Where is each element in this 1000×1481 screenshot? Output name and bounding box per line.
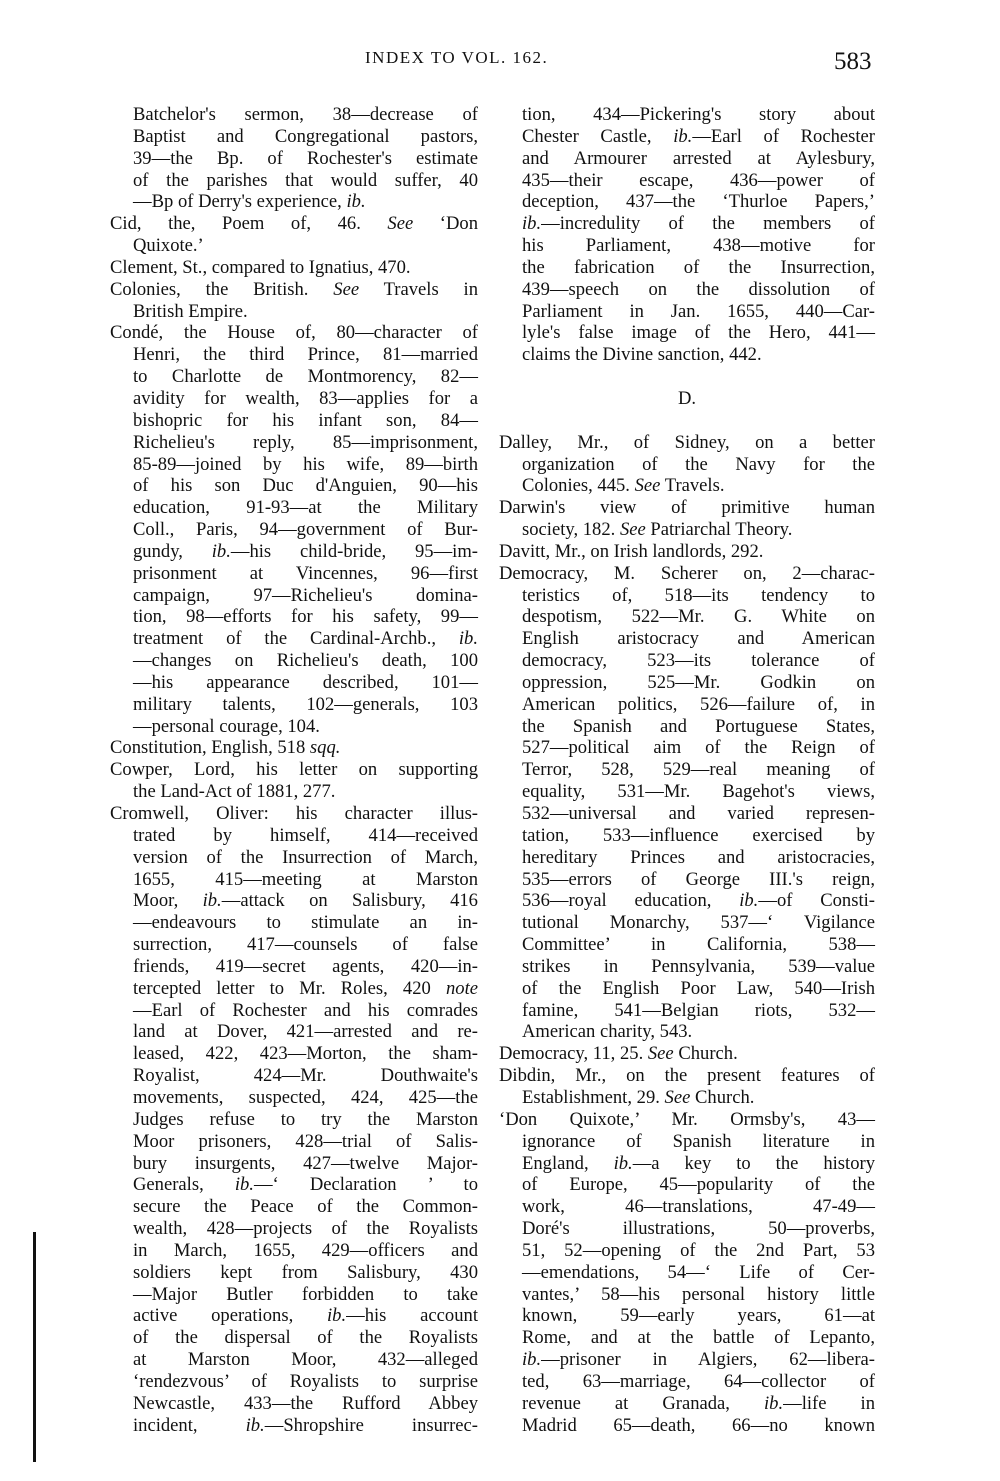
index-line: ‘Don Quixote,’ Mr. Ormsby's, 43— [499,1108,875,1130]
index-line: secure the Peace of the Common- [133,1196,478,1218]
index-line: Richelieu's reply, 85—imprisonment, [133,431,478,453]
index-line: Moor prisoners, 428—trial of Salis- [133,1130,478,1152]
index-line: of the English Poor Law, 540—Irish [522,977,875,999]
index-line: Parliament in Jan. 1655, 440—Car- [522,300,875,322]
index-line: leased, 422, 423—Morton, the sham- [133,1043,478,1065]
index-line: strikes in Pennsylvania, 539—value [522,955,875,977]
index-line: 435—their escape, 436—power of [522,169,875,191]
index-line: Davitt, Mr., on Irish landlords, 292. [499,540,764,562]
index-line: tercepted letter to Mr. Roles, 420 note [133,977,478,999]
index-line: oppression, 525—Mr. Godkin on [522,671,875,693]
index-line: democracy, 523—its tolerance of [522,650,875,672]
index-line: known, 59—early years, 61—at [522,1305,875,1327]
index-line: Henri, the third Prince, 81—married [133,344,478,366]
index-line: 439—speech on the dissolution of [522,278,875,300]
index-line: Clement, St., compared to Ignatius, 470. [110,256,411,278]
index-entry [110,803,478,1436]
index-entry [110,279,478,323]
index-line: Establishment, 29. See Church. [522,1086,755,1108]
index-entry [110,737,478,759]
index-line: American charity, 543. [522,1021,693,1043]
index-line: Doré's illustrations, 50—proverbs, [522,1218,875,1240]
index-line: wealth, 428—projects of the Royalists [133,1218,478,1240]
index-line: treatment of the Cardinal-Archb., ib. [133,628,478,650]
index-line: despotism, 522—Mr. G. White on [522,606,875,628]
index-entry [110,322,478,737]
index-line: Democracy, M. Scherer on, 2—charac- [499,562,875,584]
index-line: Rome, and at the battle of Lepanto, [522,1327,875,1349]
index-line: —Bp of Derry's experience, ib. [133,191,366,213]
index-line: active operations, ib.—his account [133,1305,478,1327]
index-line: Judges refuse to try the Marston [133,1108,478,1130]
index-line: Terror, 528, 529—real meaning of [522,759,875,781]
index-line: 39—the Bp. of Rochester's estimate [133,147,478,169]
index-line: soldiers kept from Salisbury, 430 [133,1261,478,1283]
index-line: friends, 419—secret agents, 420—in- [133,955,478,977]
index-line: ‘rendezvous’ of Royalists to surprise [133,1370,478,1392]
blank-line [499,366,875,388]
index-line: avidity for wealth, 83—applies for a [133,387,478,409]
index-line: vantes,’ 58—his personal history little [522,1283,875,1305]
index-line: his Parliament, 438—motive for [522,235,875,257]
index-line: British Empire. [133,300,248,322]
index-line: of Europe, 45—popularity of the [522,1174,875,1196]
index-line: Cid, the, Poem of, 46. See ‘Don [110,213,478,235]
index-line: tutional Monarchy, 537—‘ Vigilance [522,912,875,934]
index-entry [499,563,875,1044]
index-line: Colonies, 445. See Travels. [522,475,725,497]
index-line: —endeavours to stimulate an in- [133,912,478,934]
index-line: trated by himself, 414—received [133,824,478,846]
margin-rule [33,1232,36,1462]
index-line: Cromwell, Oliver: his character illus- [110,803,478,824]
index-line: military talents, 102—generals, 103 [133,693,478,715]
index-entry [110,213,478,257]
index-column-left [110,104,478,1436]
index-entry [110,759,478,803]
index-line: Dibdin, Mr., on the present features of [499,1065,875,1087]
index-line: the Land-Act of 1881, 277. [133,781,336,803]
index-line: 532—universal and varied represen- [522,803,875,824]
index-line: teristics of, 518—its tendency to [522,584,875,606]
running-head: INDEX TO VOL. 162. [365,48,549,67]
index-line: ib.—incredulity of the members of [522,213,875,235]
index-line: Royalist, 424—Mr. Douthwaite's [133,1065,478,1087]
index-line: bury insurgents, 427—twelve Major- [133,1152,478,1174]
index-line: revenue at Granada, ib.—life in [522,1392,875,1414]
index-line: claims the Divine sanction, 442. [522,344,762,366]
index-line: of the dispersal of the Royalists [133,1327,478,1349]
index-line: 1655, 415—meeting at Marston [133,868,478,890]
index-line: Generals, ib.—‘ Declaration ’ to [133,1174,479,1196]
index-line: Chester Castle, ib.—Earl of Rochester [522,125,876,147]
index-line: movements, suspected, 424, 425—the [133,1086,478,1108]
index-line: Darwin's view of primitive human [499,497,875,519]
index-entry [499,104,875,366]
index-line: of his son Duc d'Anguien, 90—his [133,475,478,497]
index-line: 85-89—joined by his wife, 89—birth [133,453,478,475]
index-line: Madrid 65—death, 66—no known [522,1414,875,1436]
page-number: 583 [834,48,872,75]
index-line: tion, 434—Pickering's story about [522,104,875,125]
index-line: Quixote.’ [133,235,204,257]
index-line: famine, 541—Belgian riots, 532— [522,999,875,1021]
index-line: England, ib.—a key to the history [522,1152,875,1174]
index-line: in March, 1655, 429—officers and [133,1239,478,1261]
index-line: Coll., Paris, 94—government of Bur- [133,519,478,541]
index-line: bishopric for his infant son, 84— [133,409,478,431]
index-line: surrection, 417—counsels of false [133,934,478,956]
index-line: hereditary Princes and aristocracies, [522,846,875,868]
index-line: equality, 531—Mr. Bagehot's views, [522,781,875,803]
index-line: prisonment at Vincennes, 96—first [133,562,478,584]
index-line: —personal courage, 104. [133,715,320,737]
index-line: and Armourer arrested at Aylesbury, [522,147,875,169]
index-line: Batchelor's sermon, 38—decrease of [133,104,478,125]
index-line: 535—errors of George III.'s reign, [522,868,875,890]
index-entry [499,497,875,541]
index-line: Colonies, the British. See Travels in [110,278,478,300]
blank-line [499,410,875,432]
index-entry [499,541,875,563]
index-line: version of the Insurrection of March, [133,846,478,868]
index-line: the Spanish and Portuguese States, [522,715,875,737]
index-line: deception, 437—the ‘Thurloe Papers,’ [522,191,875,213]
index-line: ignorance of Spanish literature in [522,1130,875,1152]
index-line: —Major Butler forbidden to take [133,1283,478,1305]
index-entry [110,104,478,213]
index-line: 536—royal education, ib.—of Consti- [522,890,875,912]
index-line: society, 182. See Patriarchal Theory. [522,519,793,541]
index-line: Dalley, Mr., of Sidney, on a better [499,431,875,453]
index-line: —changes on Richelieu's death, 100 [133,650,478,672]
index-line: American politics, 526—failure of, in [522,693,875,715]
index-line: 51, 52—opening of the 2nd Part, 53 [522,1239,875,1261]
index-line: the fabrication of the Insurrection, [522,256,875,278]
index-line: organization of the Navy for the [522,453,875,475]
index-line: Newcastle, 433—the Rufford Abbey [133,1392,478,1414]
index-line: ted, 63—marriage, 64—collector of [522,1370,875,1392]
index-line: Constitution, English, 518 sqq. [110,737,341,759]
index-line: English aristocracy and American [522,628,875,650]
index-entry [499,1109,875,1437]
index-line: Democracy, 11, 25. See Church. [499,1043,738,1065]
index-line: incident, ib.—Shropshire insurrec- [133,1414,478,1436]
index-entry [110,257,478,279]
index-line: tation, 533—influence exercised by [522,824,875,846]
index-entry [499,432,875,498]
index-line: to Charlotte de Montmorency, 82— [133,366,478,388]
index-line: —Earl of Rochester and his comrades [133,999,478,1021]
index-line: Cowper, Lord, his letter on supporting [110,759,478,781]
index-line: Moor, ib.—attack on Salisbury, 416 [133,890,478,912]
index-line: 527—political aim of the Reign of [522,737,875,759]
index-line: lyle's false image of the Hero, 441— [522,322,875,344]
index-line: campaign, 97—Richelieu's domina- [133,584,478,606]
index-line: work, 46—translations, 47-49— [522,1196,875,1218]
index-line: —emendations, 54—‘ Life of Cer- [522,1261,875,1283]
index-line: tion, 98—efforts for his safety, 99— [133,606,478,628]
index-line: Committee’ in California, 538— [522,934,875,956]
index-line: ib.—prisoner in Algiers, 62—libera- [522,1349,875,1371]
index-line: gundy, ib.—his child-bride, 95—im- [133,540,478,562]
index-line: —his appearance described, 101— [133,671,478,693]
index-line: land at Dover, 421—arrested and re- [133,1021,478,1043]
section-letter-heading: D. [677,387,697,409]
index-line: Condé, the House of, 80—character of [110,322,478,344]
index-line: Baptist and Congregational pastors, [133,125,478,147]
index-column-right [499,104,875,1436]
index-line: at Marston Moor, 432—alleged [133,1349,478,1371]
index-line: education, 91-93—at the Military [133,497,478,519]
index-line: of the parishes that would suffer, 40 [133,169,478,191]
index-entry [499,1065,875,1109]
index-entry [499,1043,875,1065]
